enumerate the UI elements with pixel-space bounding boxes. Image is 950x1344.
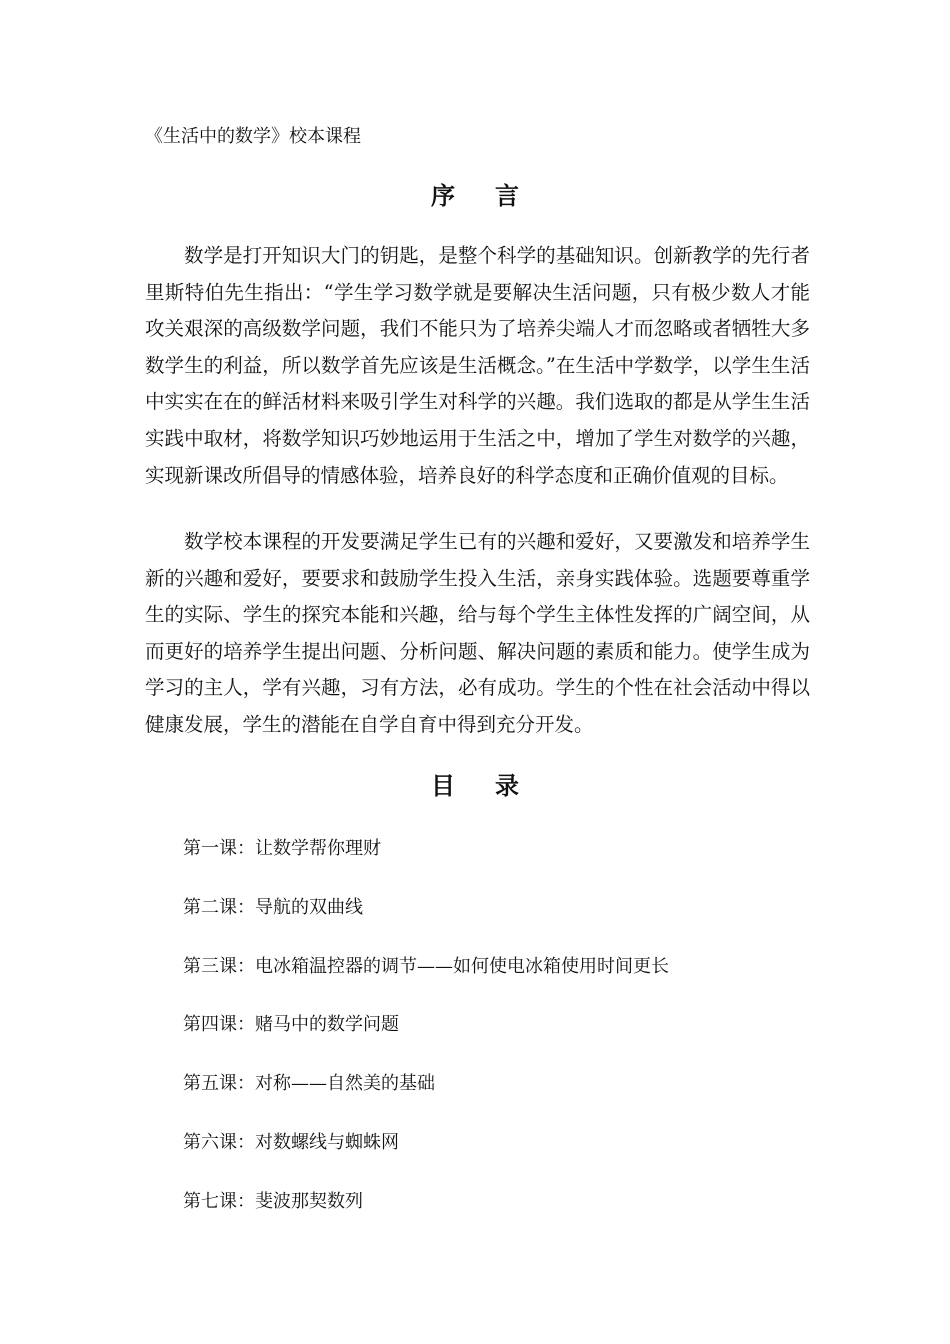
course-title: 《生活中的数学》校本课程 bbox=[145, 126, 361, 147]
toc-item-lesson-4: 第四课：赌马中的数学问题 bbox=[183, 1014, 399, 1036]
toc-item-lesson-2: 第二课：导航的双曲线 bbox=[183, 896, 363, 918]
preface-paragraph-2: 数学校本课程的开发要满足学生已有的兴趣和爱好，又要激发和培养学生新的兴趣和爱好，要要求和鼓励学生投入生活，亲身实践体验。选题要尊重学生的实际、学生的探究本能和兴趣，给与每个学生主体性发挥的广阔空间，从而更好的培养学生提出问题、分析问题、解决问题的素质和能力。使学生成为学习的主人，学有兴趣，习有方法，必有成功。学生的个性在社会活动中得以健康发展，学生的潜能在自学自育中得到充分开发。 bbox=[145, 530, 810, 736]
toc-item-lesson-6: 第六课：对数螺线与蜘蛛网 bbox=[183, 1131, 399, 1153]
preface-paragraph-1: 数学是打开知识大门的钥匙，是整个科学的基础知识。创新教学的先行者里斯特伯先生指出：“学生学习数学就是要解决生活问题，只有极少数人才能攻关艰深的高级数学问题，我们不能只为了培养尖端人才而忽略或者牺牲大多数学生的利益，所以数学首先应该是生活概念。”在生活中学数学，以学生生活中实实在在的鲜活材料来吸引学生对科学的兴趣。我们选取的都是从学生生活实践中取材，将数学知识巧妙地运用于生活之中，增加了学生对数学的兴趣，实现新课改所倡导的情感体验，培养良好的科学态度和正确价值观的目标。 bbox=[145, 244, 810, 487]
toc-item-lesson-7: 第七课：斐波那契数列 bbox=[183, 1190, 363, 1212]
toc-item-lesson-1: 第一课：让数学帮你理财 bbox=[183, 838, 381, 859]
table-of-contents bbox=[183, 834, 669, 1246]
toc-heading: 目录 bbox=[431, 771, 559, 800]
toc-item-lesson-3: 第三课：电冰箱温控器的调节——如何使电冰箱使用时间更长 bbox=[183, 955, 669, 977]
toc-item-lesson-5: 第五课：对称——自然美的基础 bbox=[183, 1073, 435, 1095]
preface-heading: 序言 bbox=[431, 181, 559, 210]
